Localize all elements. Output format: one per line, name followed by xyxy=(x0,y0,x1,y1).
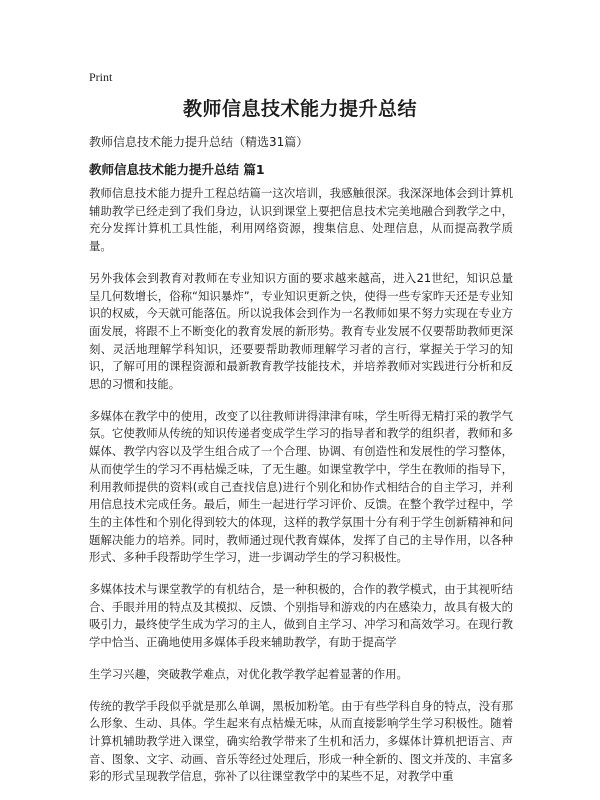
paragraph: 传统的教学手段似乎就是那么单调，黑板加粉笔。由于有些学科自身的特点，没有那么形象、生动、具体。学生起来有点枯燥无味，从而直接影响学生学习积极性。随着计算机辅助教学进入课堂，确实给教学带来了生机和活力，多媒体计算机把语言、声音、图象、文字、动画、音乐等经过处理后，形成一种全新的、图文并茂的、丰富多彩的形式呈现教学信息，弥补了以往课堂教学中的某些不足，对教学中重 xyxy=(89,698,513,784)
print-link[interactable]: Print xyxy=(89,70,113,84)
document-title: 教师信息技术能力提升总结 xyxy=(182,98,417,120)
section-heading: 教师信息技术能力提升总结 篇1 xyxy=(89,162,265,177)
document-subtitle: 教师信息技术能力提升总结（精选31篇） xyxy=(89,135,309,149)
paragraph: 教师信息技术能力提升工程总结篇一这次培训，我感触很深。我深深地体会到计算机辅助教学已经走到了我们身边，认识到课堂上要把信息技术完美地融合到教学之中，充分发挥计算机工具性能，利用网络资源，搜集信息、处理信息，从而提高教学质量。 xyxy=(89,186,513,254)
document-body xyxy=(89,185,513,800)
paragraph: 另外我体会到教育对教师在专业知识方面的要求越来越高，进入21世纪，知识总量呈几何数增长，俗称“知识暴炸”，专业知识更新之快，使得一些专家昨天还是专业知识的权威，今天就可能落伍。所以说我体会到作为一名教师如果不努力实现在专业方面发展，将跟不上不断变化的教育发展的新形势。教育专业发展不仅要帮助教师更深刻、灵活地理解学科知识，还要要帮助教师理解学习者的言行，掌握关于学习的知识，了解可用的课程资源和最新教育教学技能技术，并培养教师对实践进行分析和反思的习惯和技能。 xyxy=(89,270,513,392)
paragraph: 生学习兴趣，突破教学难点，对优化教学教学起着显著的作用。 xyxy=(89,666,408,681)
paragraph: 多媒体技术与课堂教学的有机结合，是一种积极的，合作的教学模式，由于其视听结合、手眼并用的特点及其模拟、反馈、个别指导和游戏的内在感染力，故具有极大的吸引力，最终使学生成为学习的主人，做到自主学习、冲学习和高效学习。在现行教学中恰当、正确地使用多媒体手段来辅助教学，有助于提高学 xyxy=(89,582,513,650)
paragraph: 多媒体在教学中的使用，改变了以往教师讲得津津有味，学生听得无精打采的教学气氛。它使教师从传统的知识传递者变成学生学习的指导者和教学的组织者，教师和多媒体、教学内容以及学生组合成了一个合理、协调、有创造性和发展性的学习整体，从而使学生的学习不再枯燥乏味，了无生趣。如课堂教学中，学生在教师的指导下，利用教师提供的资料(或自己查找信息)进行个别化和协作式相结合的自主学习，并利用信息技术完成任务。最后，师生一起进行学习评价、反馈。在整个教学过程中，学生的主体性和个别化得到较大的体现，这样的教学氛围十分有利于学生创新精神和问题解决能力的培养。同时，教师通过现代教育媒体，发挥了自己的主导作用，以各种形式、多种手段帮助学生学习，进一步调动学生的学习积极性。 xyxy=(89,408,513,565)
